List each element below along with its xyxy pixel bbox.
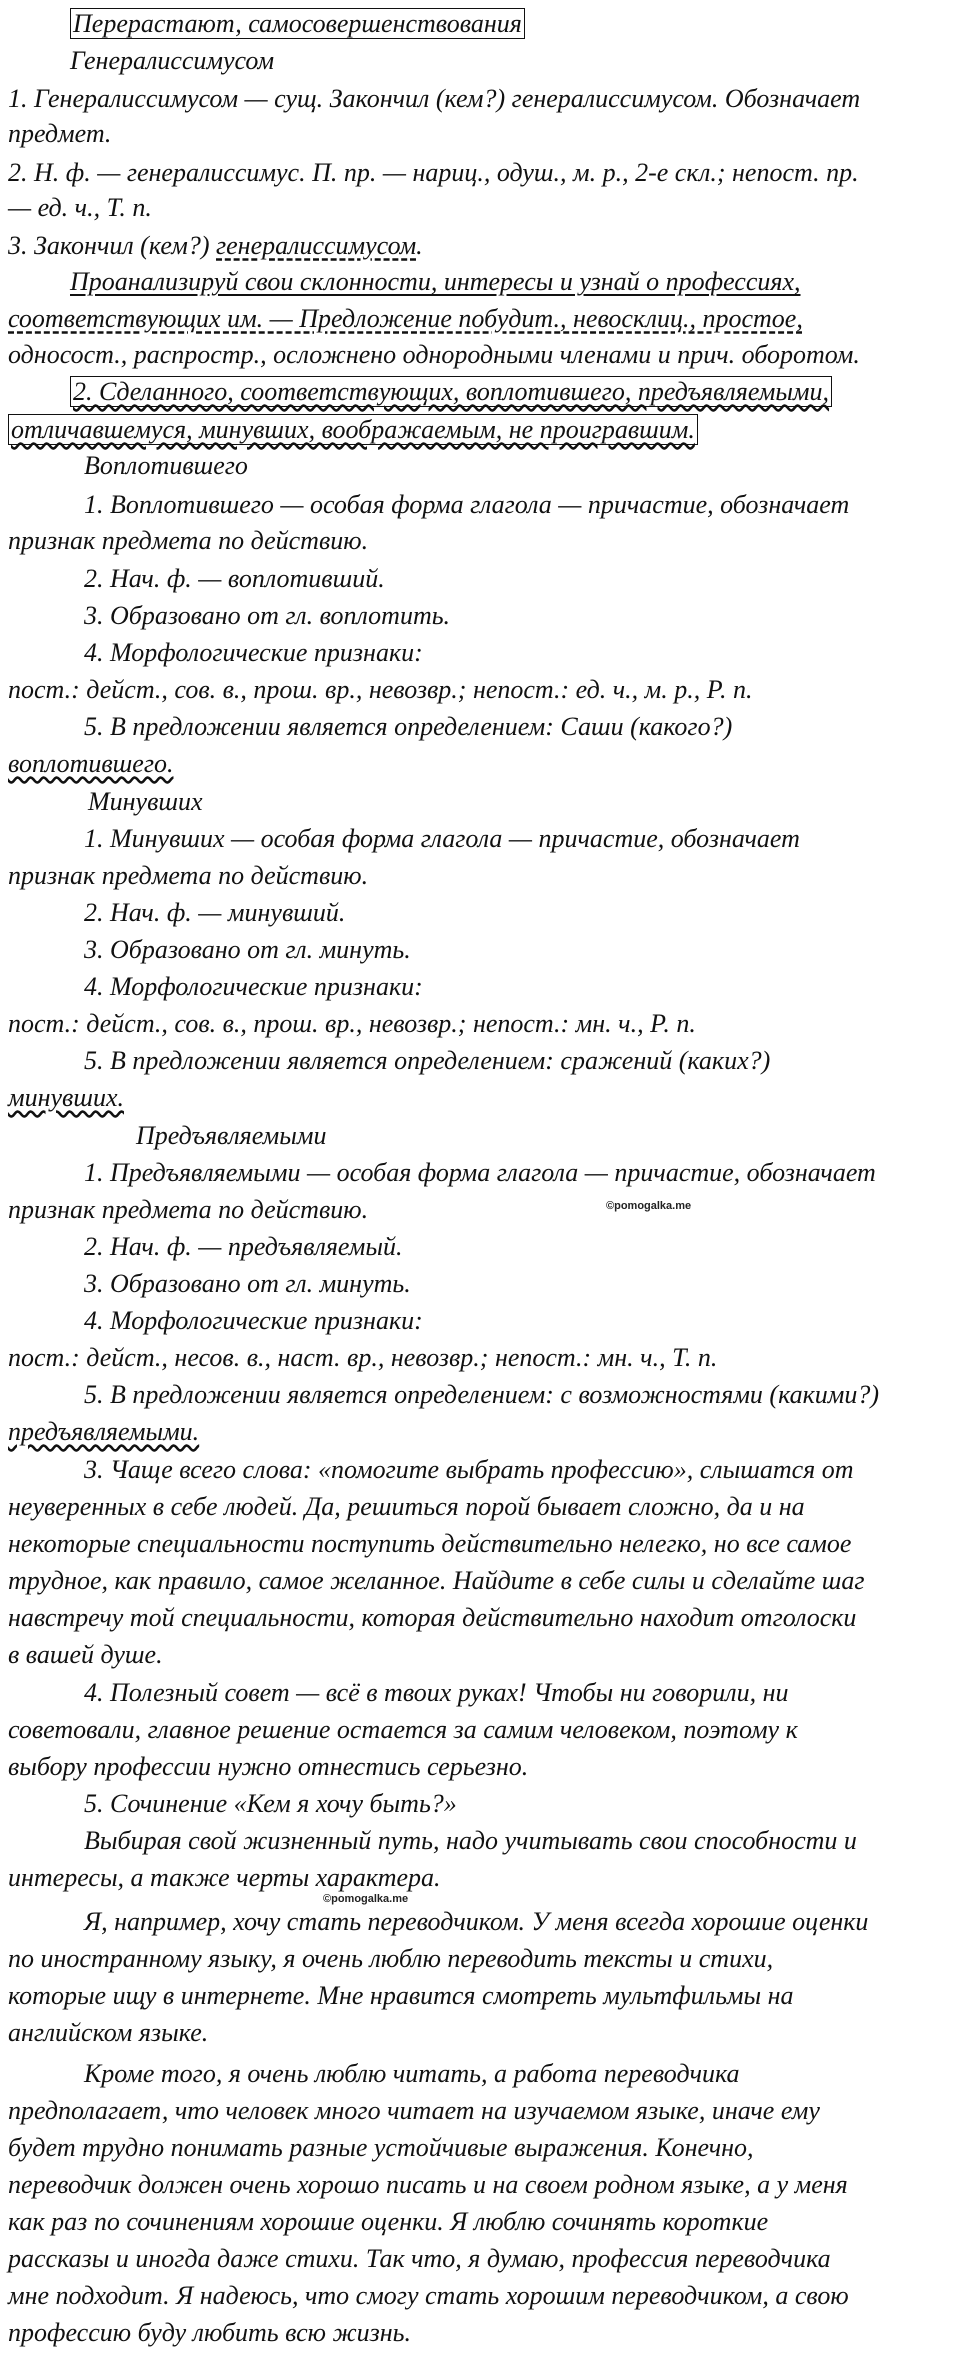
line-33: признак предмета по действию. (8, 1195, 369, 1224)
line-word-list-1: Перерастают, самосовершенствования (70, 8, 525, 40)
line-10: односост., распростр., осложнено однородными членами и прич. оборотом. (8, 340, 860, 369)
line-16: 2. Нач. ф. — воплотивший. (84, 564, 385, 593)
underlined-word: генералиссимусом (216, 231, 417, 260)
line-14: 1. Воплотившего — особая форма глагола — причастие, обозначает (84, 490, 850, 519)
line-05: 2. Н. ф. — генералиссимус. П. пр. — нариц., одуш., м. р., 2-е скл.; непост. пр. (8, 158, 859, 187)
line-11: 2. Сделанного, соответствующих, воплотившего, предъявляемыми, (70, 376, 832, 408)
line-49: 5. Сочинение «Кем я хочу быть?» (84, 1789, 457, 1818)
line-54: которые ищу в интернете. Мне нравится смотреть мультфильмы на (8, 1981, 794, 2010)
line-25: 2. Нач. ф. — минувший. (84, 898, 346, 927)
line-39: предъявляемыми. (8, 1417, 200, 1446)
line-heading-predyavlyaemymi: Предъявляемыми (136, 1121, 327, 1150)
line-59: переводчик должен очень хорошо писать и на своем родном языке, а у меня (8, 2170, 848, 2199)
line-30: минувших. (8, 1083, 124, 1112)
line-44: навстречу той специальности, которая действительно находит отголоски (8, 1603, 857, 1632)
line-12: отличавшемуся, минувших, воображаемым, не проигравшим. (8, 414, 698, 446)
line-60: как раз по сочинениям хорошие оценки. Я люблю сочинять короткие (8, 2207, 769, 2236)
line-61: рассказы и иногда даже стихи. Так что, я думаю, профессия переводчика (8, 2244, 831, 2273)
watermark: ©pomogalka.me (323, 1893, 409, 1905)
line-62: мне подходит. Я надеюсь, что смогу стать хорошим переводчиком, а свою (8, 2281, 849, 2310)
line-26: 3. Образовано от гл. минуть. (84, 935, 411, 964)
line-46: 4. Полезный совет — всё в твоих руках! Чтобы ни говорили, ни (84, 1678, 789, 1707)
line-35: 3. Образовано от гл. минуть. (84, 1269, 411, 1298)
line-28: пост.: дейст., сов. в., прош. вр., невозвр.; непост.: мн. ч., Р. п. (8, 1009, 696, 1038)
line-08: Проанализируй свои склонности, интересы и узнай о профессиях, (70, 267, 801, 296)
line-55: английском языке. (8, 2018, 209, 2047)
line-15: признак предмета по действию. (8, 526, 369, 555)
line-heading-generalissimus: Генералиссимусом (70, 46, 275, 75)
line-47: советовали, главное решение остается за самим человеком, поэтому к (8, 1715, 798, 1744)
watermark: ©pomogalka.me (606, 1200, 692, 1212)
line-57: предполагает, что человек много читает на изучаемом языке, иначе ему (8, 2096, 820, 2125)
line-45: в вашей душе. (8, 1640, 163, 1669)
line-42: некоторые специальности поступить действительно нелегко, но все самое (8, 1529, 852, 1558)
line-21: воплотившего. (8, 749, 174, 778)
line-34: 2. Нач. ф. — предъявляемый. (84, 1232, 403, 1261)
line-58: будет трудно понимать разные устойчивые выражения. Конечно, (8, 2133, 754, 2162)
line-38: 5. В предложении является определением: с возможностями (какими?) (84, 1380, 879, 1409)
line-56: Кроме того, я очень люблю читать, а работа переводчика (84, 2059, 740, 2088)
line-36: 4. Морфологические признаки: (84, 1306, 423, 1335)
line-17: 3. Образовано от гл. воплотить. (84, 601, 451, 630)
line-50: Выбирая свой жизненный путь, надо учитывать свои способности и (84, 1826, 857, 1855)
line-24: признак предмета по действию. (8, 861, 369, 890)
line-03: 1. Генералиссимусом — сущ. Закончил (кем?) генералиссимусом. Обозначает (8, 84, 861, 113)
line-06: — ед. ч., Т. п. (8, 193, 152, 222)
line-48: выбору профессии нужно отнестись серьезно. (8, 1752, 529, 1781)
line-53: по иностранному языку, я очень люблю переводить тексты и стихи, (8, 1944, 774, 1973)
line-40: 3. Чаще всего слова: «помогите выбрать профессию», слышатся от (84, 1455, 854, 1484)
line-19: пост.: дейст., сов. в., прош. вр., невозвр.; непост.: ед. ч., м. р., Р. п. (8, 675, 753, 704)
line-heading-voplotivshego: Воплотившего (84, 451, 248, 480)
line-27: 4. Морфологические признаки: (84, 972, 423, 1001)
line-heading-minuvshih: Минувших (88, 787, 203, 816)
line-43: трудное, как правило, самое желанное. Найдите в себе силы и сделайте шаг (8, 1566, 865, 1595)
line-29: 5. В предложении является определением: сражений (каких?) (84, 1046, 771, 1075)
line-09: соответствующих им. — Предложение побудит., невосклиц., простое, (8, 304, 803, 333)
line-23: 1. Минувших — особая форма глагола — причастие, обозначает (84, 824, 800, 853)
line-63: профессию буду любить всю жизнь. (8, 2318, 411, 2347)
line-52: Я, например, хочу стать переводчиком. У меня всегда хорошие оценки (84, 1907, 869, 1936)
line-32: 1. Предъявляемыми — особая форма глагола — причастие, обозначает (84, 1158, 876, 1187)
line-20: 5. В предложении является определением: Саши (какого?) (84, 712, 733, 741)
line-18: 4. Морфологические признаки: (84, 638, 423, 667)
line-04: предмет. (8, 119, 112, 148)
line-07: 3. Закончил (кем?) генералиссимусом. (8, 231, 423, 260)
line-41: неуверенных в себе людей. Да, решиться порой бывает сложно, да и на (8, 1492, 805, 1521)
line-37: пост.: дейст., несов. в., наст. вр., невозвр.; непост.: мн. ч., Т. п. (8, 1343, 718, 1372)
line-51: интересы, а также черты характера. (8, 1863, 441, 1892)
